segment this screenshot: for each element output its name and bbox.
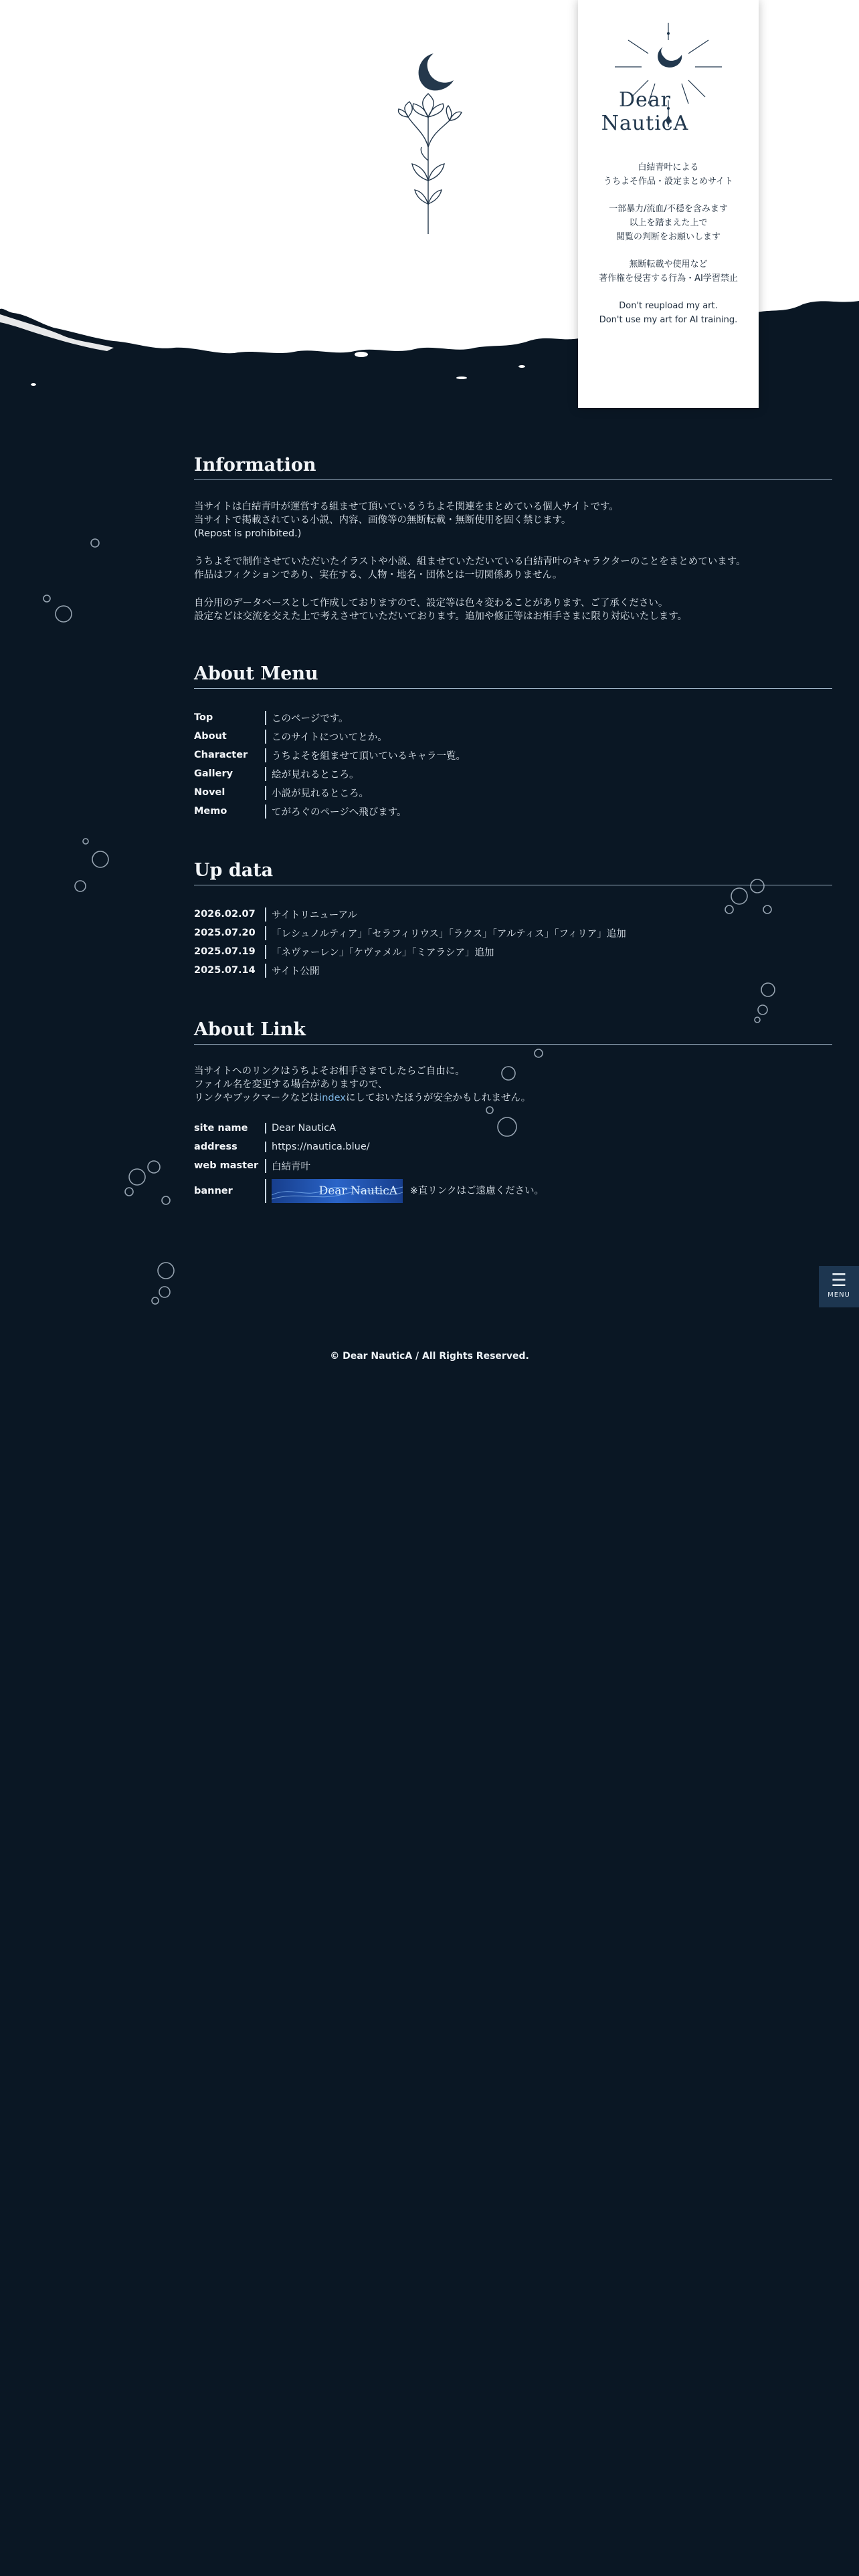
update-title: Up data: [194, 860, 832, 885]
moon-and-flower-illustration: [388, 47, 468, 241]
link-info-row: [194, 1119, 832, 1137]
menu-row: [194, 709, 832, 726]
menu-key: Memo: [194, 806, 227, 817]
notice-line: 閲覧の判断をお願いします: [615, 232, 721, 242]
update-text: サイトリニューアル: [265, 907, 357, 922]
info-line: うちよそで制作させていただいたイラストや小説、組ませていただいている白結青叶のキャラクターのことをまとめています。: [194, 556, 746, 567]
update-text: サイト公開: [265, 964, 320, 978]
notice-paragraph: [578, 160, 759, 189]
information-paragraph: [194, 500, 832, 540]
menu-key: About: [194, 731, 227, 742]
menu-value: 絵が見れるところ。: [265, 767, 359, 781]
banner-note: ※直リンクはご遠慮ください。: [409, 1186, 544, 1196]
notice-paragraph: [578, 299, 759, 327]
menu-value: このページです。: [265, 711, 349, 725]
notice-line: 無断転載や使用など: [629, 259, 708, 270]
menu-row: [194, 802, 832, 820]
update-row: [194, 924, 832, 942]
about-menu-section: [194, 663, 832, 820]
link-info-value: 白結青叶: [265, 1159, 310, 1173]
menu-key: Character: [194, 750, 248, 760]
main-content: [194, 455, 832, 1247]
banner-value: [265, 1179, 544, 1203]
update-section: [194, 860, 832, 979]
banner-text: Dear NauticA: [318, 1184, 397, 1198]
menu-row: [194, 746, 832, 764]
menu-value: 小説が見れるところ。: [265, 786, 369, 800]
info-line: 自分用のデータベースとして作成しておりますので、設定等は色々変わることがあります、ご了承ください。: [194, 598, 668, 609]
banner-key: banner: [194, 1186, 233, 1196]
information-title: Information: [194, 455, 832, 480]
link-info-key: address: [194, 1142, 237, 1152]
hamburger-icon: ☰: [831, 1271, 847, 1291]
link-info-key: site name: [194, 1123, 248, 1134]
menu-value: てがろぐのページへ飛びます。: [265, 804, 407, 819]
information-section: [194, 455, 832, 623]
update-text: 「レシュノルティア」「セラフィリウス」「ラクス」「アルティス」「フィリア」追加: [265, 926, 626, 940]
notice-line: うちよそ作品・設定まとめサイト: [603, 177, 734, 187]
notice-paragraph: [578, 202, 759, 244]
info-line: 作品はフィクションであり、実在する、人物・地名・団体とは一切関係ありません。: [194, 570, 563, 580]
site-notice: [578, 160, 759, 340]
notice-line: 一部暴力/流血/不穏を含みます: [609, 204, 728, 214]
menu-key: Gallery: [194, 768, 233, 779]
info-line: 当サイトは白結青叶が運営する組ませて頂いているうちよそ関連をまとめている個人サイトです。: [194, 502, 619, 512]
menu-key: Novel: [194, 787, 225, 798]
logo-text: Dear NauticA: [601, 88, 689, 135]
update-row: [194, 962, 832, 979]
notice-line: 著作権を侵害する行為・AI学習禁止: [599, 274, 738, 284]
notice-line: 以上を踏まえた上で: [629, 218, 708, 228]
link-line-text: にしておいたほうが安全かもしれません。: [345, 1093, 531, 1103]
notice-line: Don't use my art for AI training.: [599, 315, 738, 325]
notice-line: 白結青叶による: [638, 163, 699, 173]
link-info-row: [194, 1138, 832, 1156]
menu-value: このサイトについてとか。: [265, 730, 387, 744]
update-date: 2026.02.07: [194, 909, 256, 920]
info-line: 当サイトで掲載されている小説、内容、画像等の無断転載・無断使用を固く禁じます。: [194, 515, 571, 526]
link-line: 当サイトへのリンクはうちよそお相手さまでしたらご自由に。: [194, 1066, 465, 1077]
update-date: 2025.07.14: [194, 965, 256, 976]
notice-line: Don't reupload my art.: [619, 301, 718, 311]
link-info-key: web master: [194, 1160, 259, 1171]
footer-copyright: © Dear NauticA / All Rights Reserved.: [330, 1351, 529, 1362]
info-line: (Repost is prohibited.): [194, 528, 302, 539]
link-paragraph: [194, 1065, 832, 1105]
menu-value: うちよそを組ませて頂いているキャラ一覧。: [265, 748, 466, 762]
index-link[interactable]: index: [319, 1093, 346, 1103]
link-line: [194, 1091, 832, 1105]
menu-row: [194, 784, 832, 801]
link-info-row: [194, 1157, 832, 1174]
link-line: ファイル名を変更する場合がありますので、: [194, 1079, 388, 1090]
link-info-value: Dear NauticA: [265, 1123, 336, 1134]
banner-row: [194, 1176, 832, 1206]
update-row: [194, 943, 832, 960]
update-date: 2025.07.19: [194, 946, 256, 957]
menu-label: MENU: [828, 1291, 850, 1299]
menu-row: [194, 728, 832, 745]
menu-row: [194, 765, 832, 782]
site-banner-image[interactable]: [272, 1179, 403, 1203]
update-row: [194, 905, 832, 923]
about-menu-title: About Menu: [194, 663, 832, 689]
site-info-card: [578, 0, 759, 408]
menu-button[interactable]: [819, 1266, 859, 1307]
notice-paragraph: [578, 257, 759, 286]
about-link-section: [194, 1019, 832, 1206]
link-info-value: https://nautica.blue/: [265, 1142, 370, 1152]
menu-key: Top: [194, 712, 213, 723]
update-text: 「ネヴァーレン」「ケヴァメル」「ミアラシア」追加: [265, 945, 494, 959]
link-line-text: リンクやブックマークなどは: [194, 1093, 320, 1103]
information-paragraph: [194, 555, 832, 582]
update-date: 2025.07.20: [194, 928, 256, 938]
info-line: 設定などは交流を交えた上で考えさせていただいております。追加や修正等はお相手さまに限り対応いたします。: [194, 611, 688, 622]
information-paragraph: [194, 597, 832, 623]
about-link-title: About Link: [194, 1019, 832, 1045]
